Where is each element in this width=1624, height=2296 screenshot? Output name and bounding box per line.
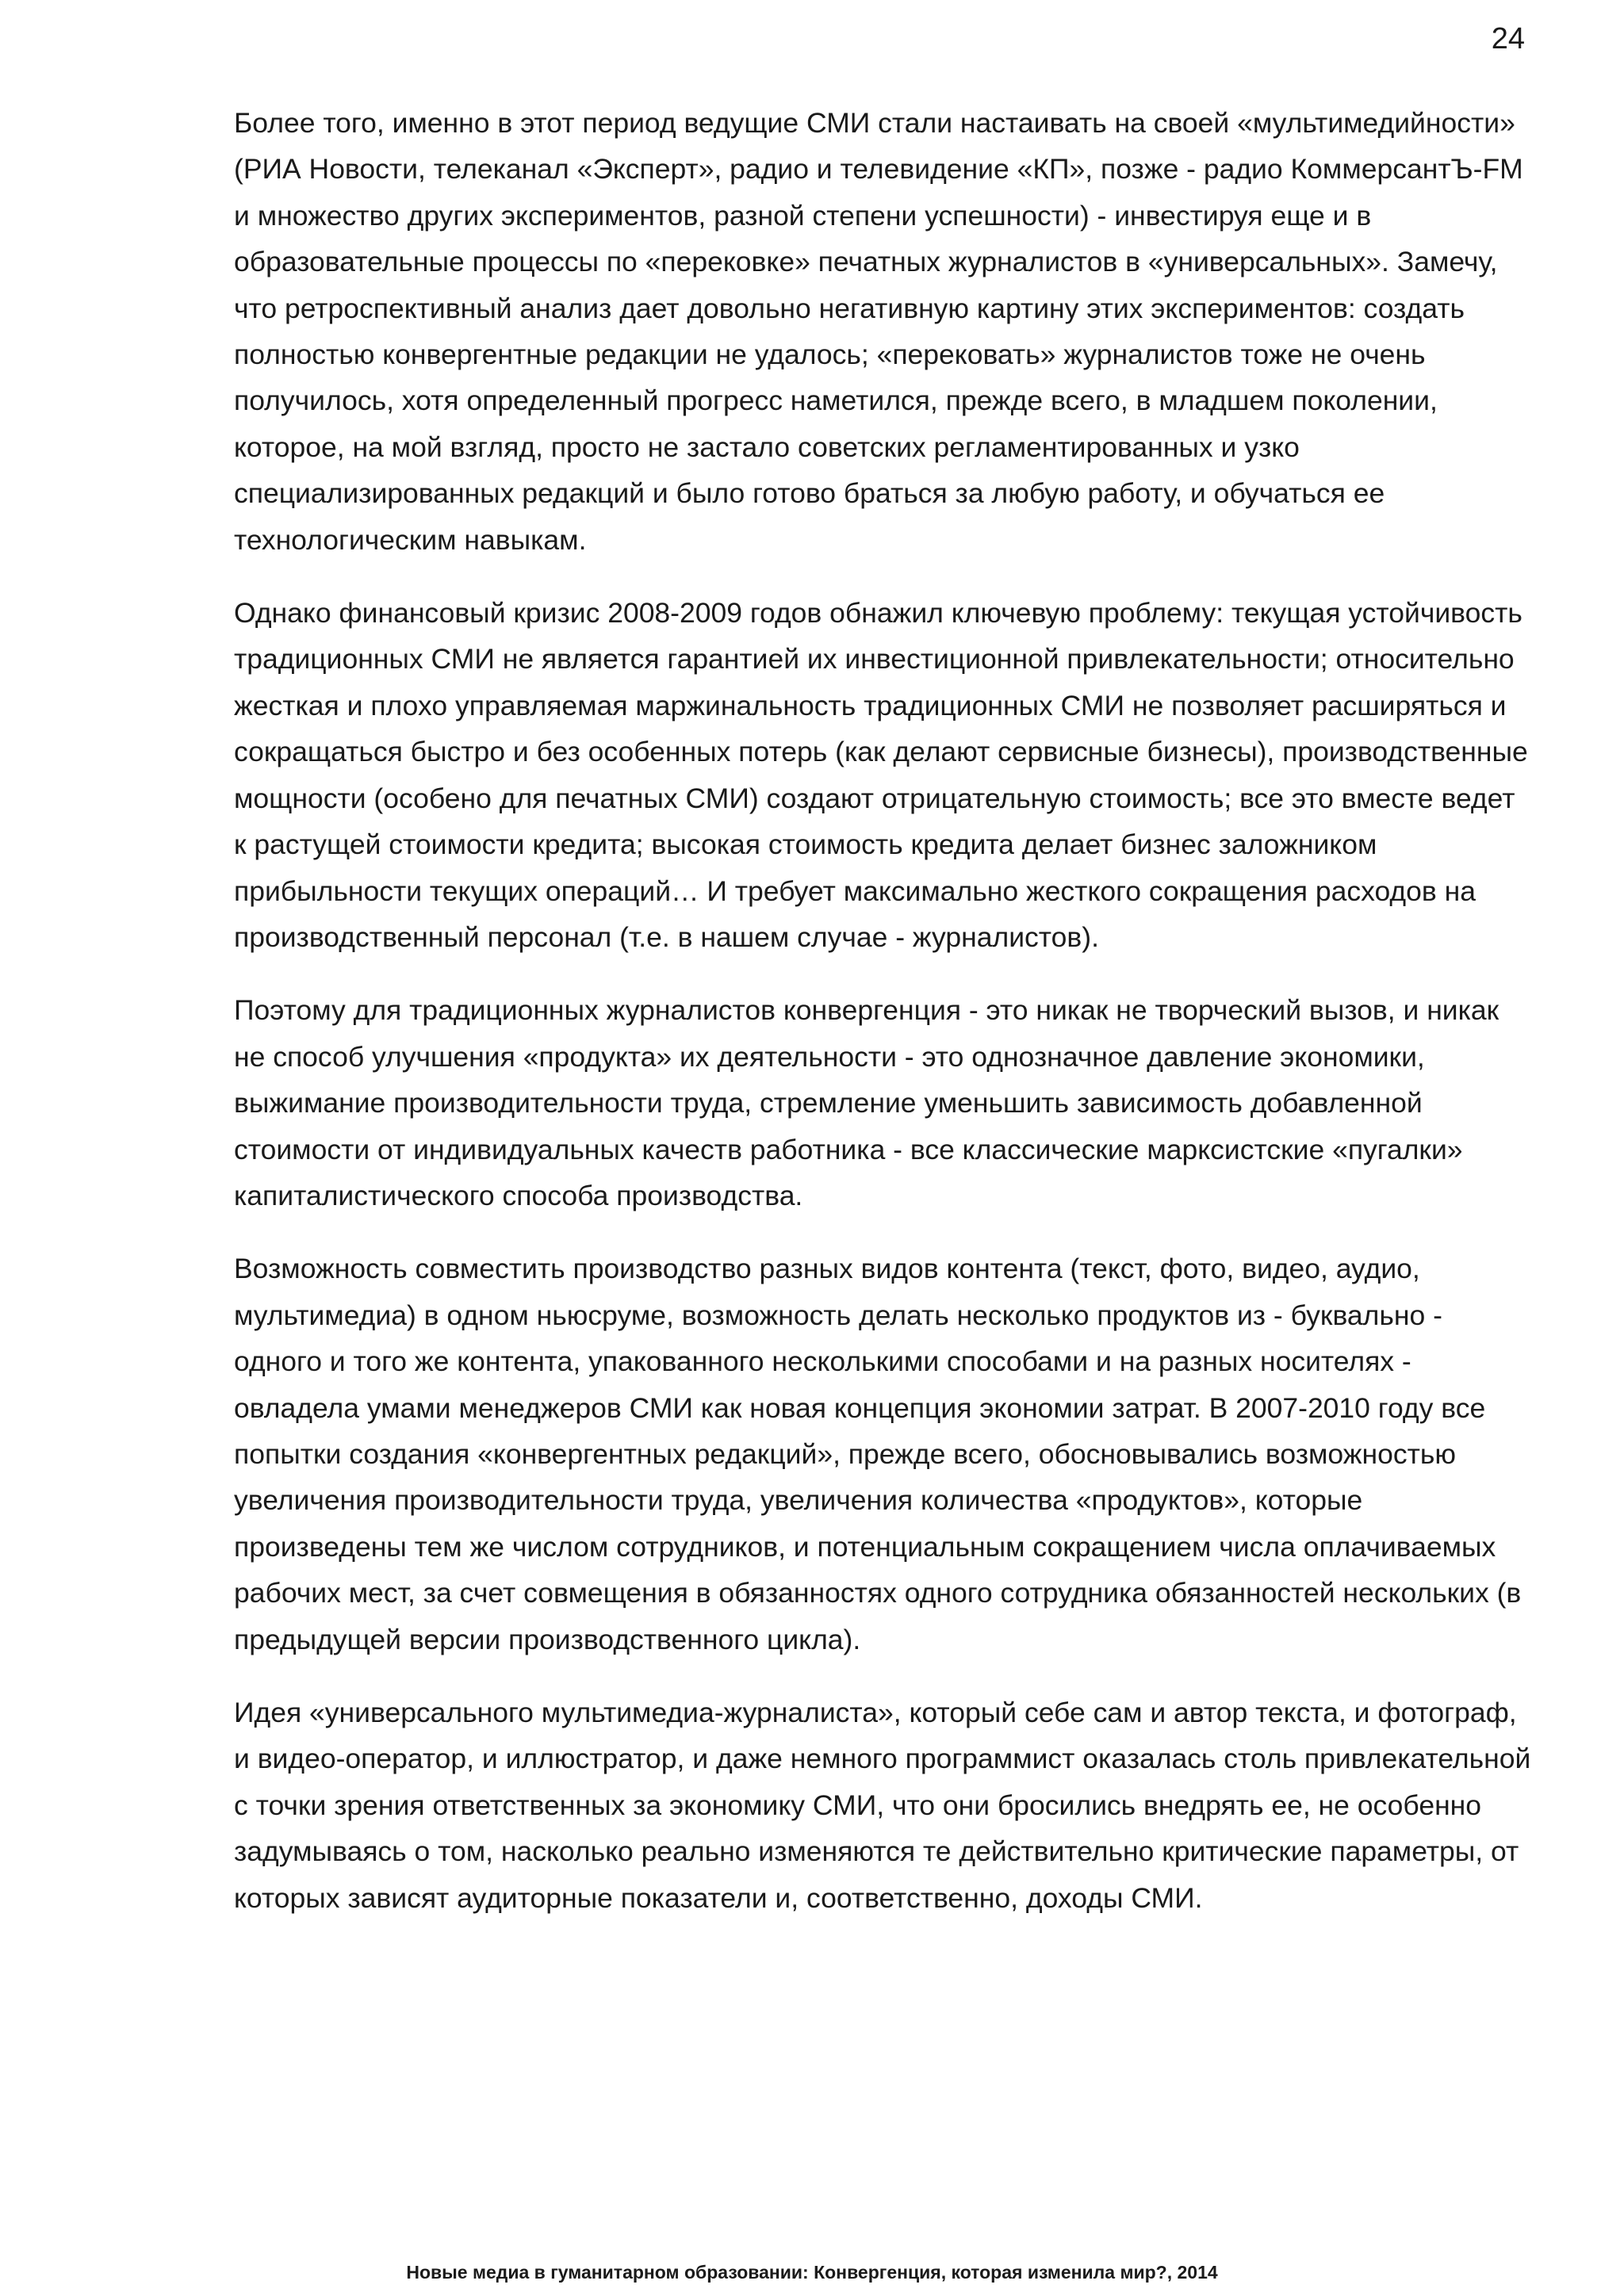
paragraph-2: Однако финансовый кризис 2008-2009 годов обнажил ключевую проблему: текущая устойчивость традиционных СМИ не является гарантией их инвестиционной привлекательности; относительно жесткая и плохо управляемая маржинальность традиционных СМИ не позволяет расширяться и сокращаться быстро и без особенных потерь (как делают сервисные бизнесы), производственные мощности (особено для печатных СМИ) создают отрицательную стоимость; все это вместе ведет к растущей стоимости кредита; высокая стоимость кредита делает бизнес заложником прибыльности текущих операций… И требует максимально жесткого сокращения расходов на производственный персонал (т.е. в нашем случае - журналистов).: [234, 597, 1528, 953]
paragraph-4: Возможность совместить производство разных видов контента (текст, фото, видео, аудио, мультимедиа) в одном ньюсруме, возможность делать несколько продуктов из - буквально - одного и того же контента, упакованного несколькими способами и на разных носителях - овладела умами менеджеров СМИ как новая концепция экономии затрат. В 2007-2010 году все попытки создания «конвергентных редакций», прежде всего, обосновывались возможностью увеличения производительности труда, увеличения количества «продуктов», которые произведены тем же числом сотрудников, и потенциальным сокращением числа оплачиваемых рабочих мест, за счет совмещения в обязанностях одного сотрудника обязанностей нескольких (в предыдущей версии производственного цикла).: [234, 1253, 1522, 1655]
page-number: 24: [1491, 22, 1525, 55]
paragraph-1: Более того, именно в этот период ведущие СМИ стали настаивать на своей «мультимедийности» (РИА Новости, телеканал «Эксперт», радио и телевидение «КП», позже - радио КоммерсантЪ-FM и множество других экспериментов, разной степени успешности) - инвестируя еще и в образовательные процессы по «перековке» печатных журналистов в «универсальных». Замечу, что ретроспективный анализ дает довольно негативную картину этих экспериментов: создать полностью конвергентные редакции не удалось; «перековать» журналистов тоже не очень получилось, хотя определенный прогресс наметился, прежде всего, в младшем поколении, которое, на мой взгляд, просто не застало советских регламентированных и узко специализированных редакций и было готово браться за любую работу, и обучаться ее технологическим навыкам.: [234, 107, 1523, 556]
paragraph-5: Идея «универсального мультимедиа-журналиста», который себе сам и автор текста, и фотограф, и видео-оператор, и иллюстратор, и даже немного программист оказалась столь привлекательной с точки зрения ответственных за экономику СМИ, что они бросились внедрять ее, не особенно задумываясь о том, насколько реально изменяются те действительно критические параметры, от которых зависят аудиторные показатели и, соответственно, доходы СМИ.: [234, 1697, 1531, 1914]
paragraph-3: Поэтому для традиционных журналистов конвергенция - это никак не творческий вызов, и никак не способ улучшения «продукта» их деятельности - это однозначное давление экономики, выжимание производительности труда, стремление уменьшить зависимость добавленной стоимости от индивидуальных качеств работника - все классические марксистские «пугалки» капиталистического способа производства.: [234, 994, 1500, 1211]
page-footer: Новые медиа в гуманитарном образовании: Конвергенция, которая изменила мир?, 2014: [406, 2262, 1218, 2283]
document-body: [234, 100, 1534, 1948]
